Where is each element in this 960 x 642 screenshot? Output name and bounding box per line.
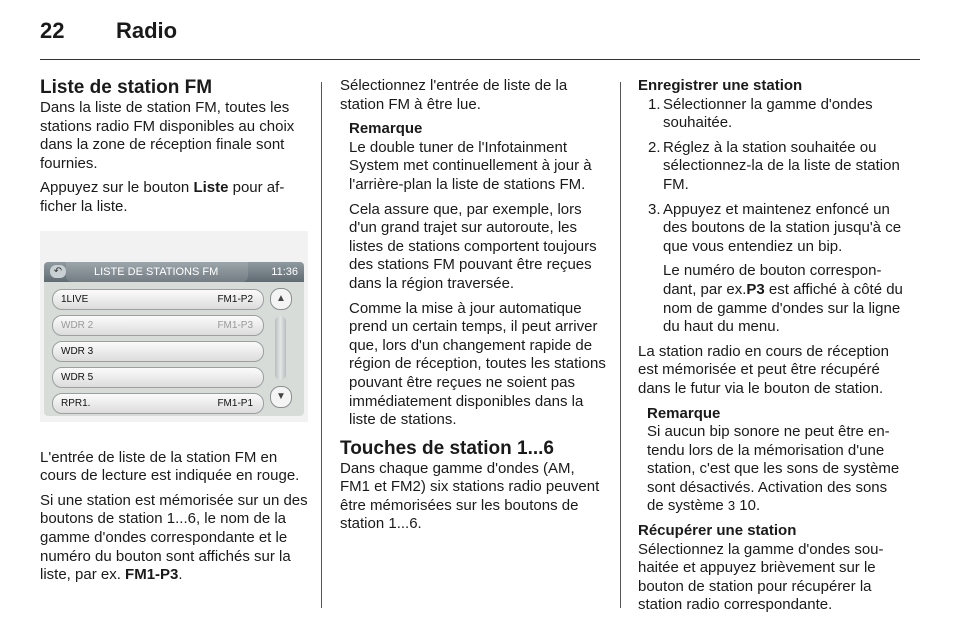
station-list-item[interactable] [52,315,264,336]
station-list-item[interactable] [52,367,264,388]
text: 10. [735,497,761,515]
station-preset: FM1-P2 [217,293,253,305]
column-divider-2 [620,82,621,608]
header-divider [40,59,920,60]
numbered-step [638,96,906,133]
paragraph [40,492,308,585]
text: Le numéro de bouton correspondant, par ex. [663,262,882,298]
paragraph [40,179,308,216]
station-name: 1LIVE [61,293,89,305]
note-paragraph [647,423,906,516]
station-list-item[interactable] [52,341,264,362]
section-heading-preset-keys: Touches de station 1...6 [340,437,554,459]
text: pour afficher la liste. [40,179,285,215]
section-heading-fm-list: Liste de station FM [40,77,213,98]
numbered-step [638,139,906,195]
paragraph: Dans la liste de station FM, toutes les stations radio FM disponibles au choix dans la zone de réception finale sont fournies. [40,99,295,172]
bold-term: P3 [746,280,765,298]
station-name: RPR1. [61,397,91,409]
screen-illustration [40,231,308,422]
note-block [340,120,606,430]
page-reference-icon[interactable]: 3 [727,498,736,514]
note-title: Remarque [647,404,721,422]
scroll-down-icon[interactable]: ▼ [270,386,292,408]
scrollbar[interactable] [270,288,292,410]
column-1 [40,77,308,591]
station-name: WDR 2 [61,319,94,331]
note-block [638,405,906,517]
station-name: WDR 3 [61,345,94,357]
display-screen [44,262,304,416]
page-number: 22 [40,18,65,43]
step-text: Sélectionner la gamme d'ondes souhaitée. [663,95,873,132]
bold-term: FM1-P3 [125,566,179,584]
column-3 [638,77,906,621]
step-number: 2. [648,138,661,156]
step-text: Appuyez et maintenez enfoncé un des boutons de la station jusqu'à ce que vous entendiez un bip. [663,200,902,255]
clock: 11:36 [271,265,298,278]
text: . [178,566,183,584]
paragraph: Sélectionnez l'entrée de liste de la station FM à être lue. [340,77,568,113]
step-text: Réglez à la station souhaitée ou sélectionnez-la de la liste de station FM. [663,138,900,193]
scroll-track[interactable] [275,316,286,380]
back-arrow-icon[interactable]: ↶ [50,265,66,278]
column-divider-1 [321,82,322,608]
station-name: WDR 5 [61,371,94,383]
note-title: Remarque [349,120,423,138]
text: Si une station est mémorisée sur un des boutons de station 1...6, le nom de la gamme d'ondes correspondante et le numéro du bouton sont affichés sur la liste, par ex. [40,491,308,584]
title-bar [44,262,304,282]
subheading-recall-station: Récupérer une station [638,522,797,540]
column-2 [340,77,606,540]
bold-term: Liste [193,179,229,197]
step-number: 1. [648,95,661,113]
subheading-save-station: Enregistrer une station [638,77,803,94]
numbered-step [638,201,906,257]
text: Appuyez sur le bouton [40,179,194,197]
note-paragraph: Le double tuner de l'Infotainment System met continuellement à jour à l'arrière-plan la liste de stations FM. [349,138,592,193]
paragraph: Sélectionnez la gamme d'ondes souhaitée et appuyez brièvement sur le bouton de station pour récupérer la station radio correspondante. [638,540,884,614]
station-list-item[interactable] [52,393,264,414]
station-list-item[interactable] [52,289,264,310]
scroll-up-icon[interactable]: ▲ [270,288,292,310]
text: est affiché à côté du nom de gamme d'ondes sur la ligne du haut du menu. [663,280,903,336]
step-number: 3. [648,200,661,218]
screen-title: LISTE DE STATIONS FM [94,265,219,278]
station-preset: FM1-P3 [217,319,253,331]
note-paragraph: Cela assure que, par exemple, lors d'un grand trajet sur autoroute, les listes de stations comportent toujours des stations FM pouvant être reçues dans la région traversée. [349,200,597,292]
paragraph: Dans chaque gamme d'ondes (AM, FM1 et FM2) six stations radio peuvent être mémorisées sur les boutons de station 1...6. [340,459,600,533]
step-continuation [638,262,906,336]
page-header [40,18,177,44]
text: Si aucun bip sonore ne peut être entendu lors de la mémorisation d'une station, c'est que les sons de système sont désactivés. Activation des sons de système [647,423,900,515]
paragraph: L'entrée de liste de la station FM en cours de lecture est indiquée en rouge. [40,448,300,485]
note-paragraph: Comme la mise à jour automatique prend un certain temps, il peut arriver que, lors d'un changement rapide de région de réception, toutes les stations pouvant être reçues ne soient pas immédiatement disponibles dans la liste de stations. [349,299,606,429]
chapter-title: Radio [116,18,178,43]
paragraph: La station radio en cours de réception est mémorisée et peut être récupéré dans le futur via le bouton de station. [638,342,889,397]
station-preset: FM1-P1 [217,397,253,409]
